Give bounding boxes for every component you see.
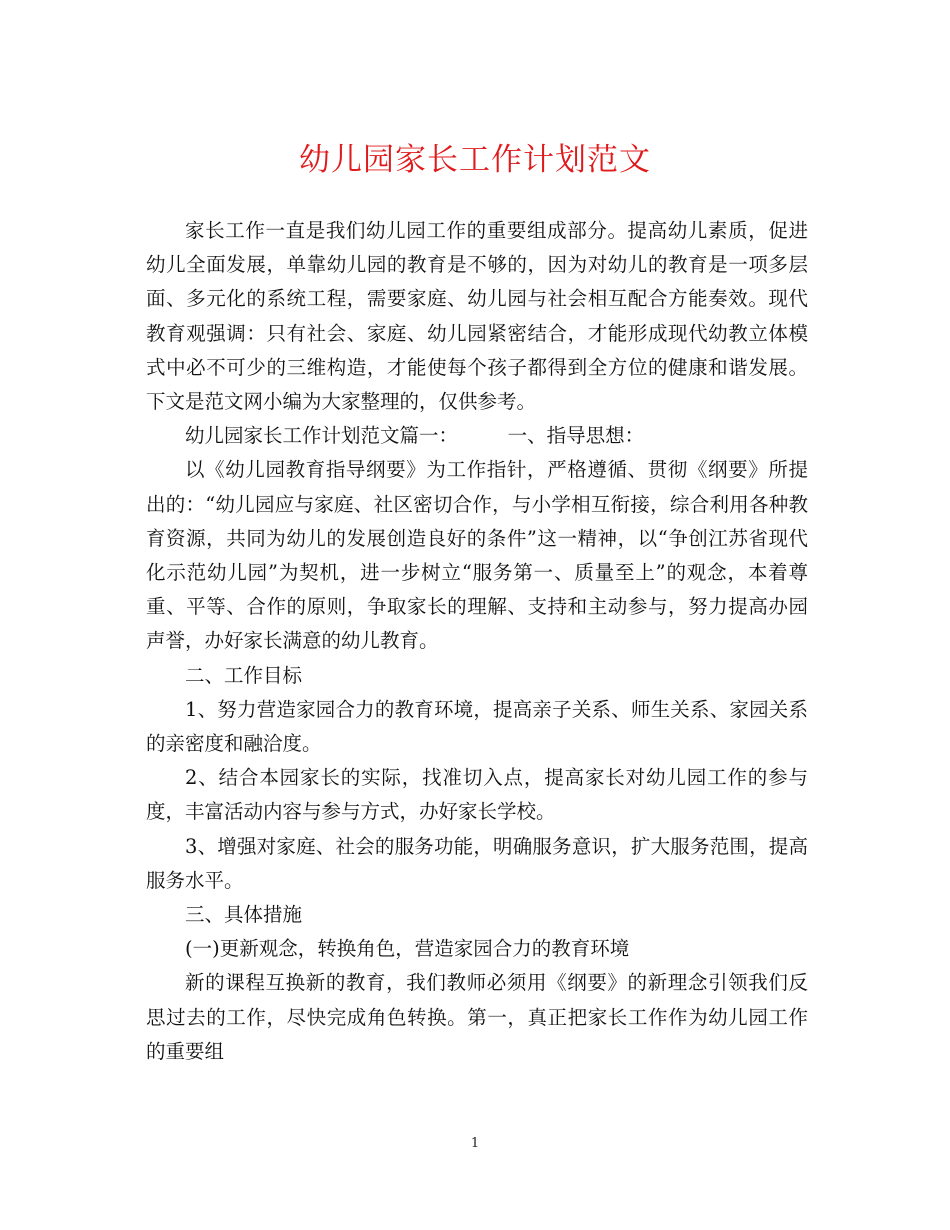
heading-work-goals: 二、工作目标 xyxy=(185,663,303,687)
heading-measure-1: (一)更新观念，转换角色，营造家园合力的教育环境 xyxy=(185,937,630,961)
paragraph-measure-1-text: 新的课程互换新的教育，我们教师必须用《纲要》的新理念引领我们反思过去的工作，尽快完成角色转换。第一，真正把家长工作作为幼儿园工作的重要组 xyxy=(146,971,808,1063)
paragraph-goal-1: 1、努力营造家园合力的教育环境，提高亲子关系、师生关系、家园关系的亲密度和融洽度。 xyxy=(146,697,808,756)
paragraph-goal-3: 3、增强对家庭、社会的服务功能，明确服务意识，扩大服务范围，提高服务水平。 xyxy=(146,834,808,892)
page-number: 1 xyxy=(470,1136,480,1151)
paragraph-intro: 家长工作一直是我们幼儿园工作的重要组成部分。提高幼儿素质，促进幼儿全面发展，单靠幼儿园的教育是不够的，因为对幼儿的教育是一项多层面、多元化的系统工程，需要家庭、幼儿园与社会相互配合方能奏效。现代教育观强调：只有社会、家庭、幼儿园紧密结合，才能形成现代幼教立体模式中必不可少的三维构造，才能使每个孩子都得到全方位的健康和谐发展。下文是范文网小编为大家整理的，仅供参考。 xyxy=(146,219,808,414)
heading-specific-measures: 三、具体措施 xyxy=(185,903,303,927)
document-body xyxy=(146,214,808,1069)
paragraph-section-heading: 幼儿园家长工作计划范文篇一： 一、指导思想： xyxy=(185,424,645,448)
paragraph-goal-2: 2、结合本园家长的实际，找准切入点，提高家长对幼儿园工作的参与度，丰富活动内容与参与方式，办好家长学校。 xyxy=(146,766,808,824)
paragraph-guiding-thought: 以《幼儿园教育指导纲要》为工作指针，严格遵循、贯彻《纲要》所提出的：“幼儿园应与家庭、社区密切合作，与小学相互衔接，综合利用各种教育资源，共同为幼儿的发展创造良好的条件”这一精神，以“争创江苏省现代化示范幼儿园”为契机，进一步树立“服务第一、质量至上”的观念，本着尊重、平等、合作的原则，争取家长的理解、支持和主动参与，努力提高办园声誉，办好家长满意的幼儿教育。 xyxy=(146,458,808,653)
document-title: 幼儿园家长工作计划范文 xyxy=(299,142,651,178)
